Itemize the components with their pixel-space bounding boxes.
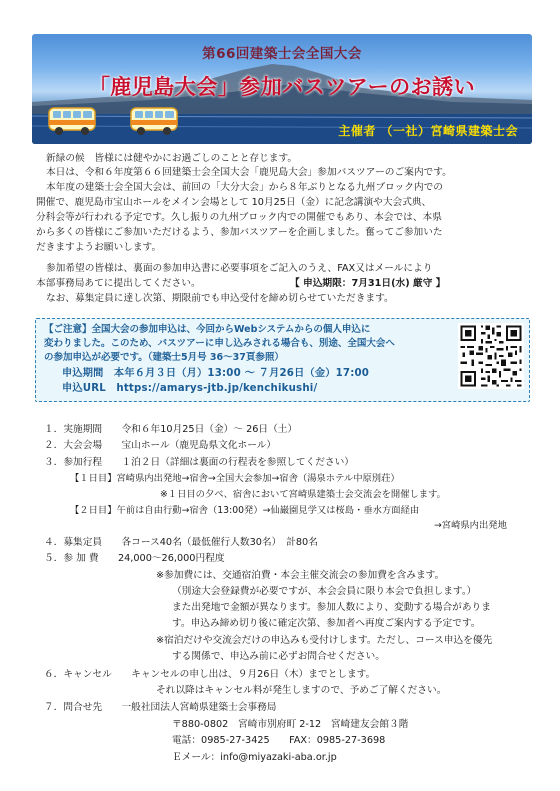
body-line: だきますようお願いします。: [36, 242, 162, 253]
fee-note: す。申込み締め切り後に確定次第、参加者へ再度ご案内する予定です。: [172, 618, 481, 629]
body-line: なお、募集定員に達し次第、期限前でも申込受付を締め切らせていただきます。: [46, 293, 394, 304]
body-line: 本部事務局あてに提出してください。: [36, 278, 201, 289]
contact-email[interactable]: Ｅメール：info@miyazaki-aba.or.jp: [172, 752, 337, 763]
detail-item-cancel: ６．キャンセル キャンセルの申し出は、９月26日（木）までとします。: [44, 669, 376, 680]
page-title: 「鹿児島大会」参加バスツアーのお誘い: [88, 75, 476, 99]
bus-icon: [48, 106, 96, 136]
body-line: 本日は、令和６年度第６６回建築士会全国大会「鹿児島大会」参加バスツアーのご案内です。: [46, 167, 452, 178]
itinerary-day2-end: →宮崎県内出発地: [434, 520, 507, 531]
detail-item-fee: ５．参 加 費 24,000～26,000円程度: [44, 553, 225, 564]
notice-line: 【ご注意】全国大会の参加申込は、今回からWebシステムからの個人申込に: [44, 324, 371, 335]
detail-item-venue: ２．大会会場 宝山ホール（鹿児島県文化ホール）: [44, 440, 277, 451]
detail-item-capacity: ４．募集定員 各コース40名（最低催行人数30名） 計80名: [44, 537, 318, 548]
detail-item-itinerary: ３．参加行程 １泊２日（詳細は裏面の行程表を参照してください）: [44, 457, 354, 468]
notice-line: の参加申込が必要です。（建築士5月号 36～37頁参照）: [44, 352, 284, 363]
body-line: から多くの皆様にご参加いただけるよう、参加バスツアーを企画しました。奮ってご参加いた: [36, 227, 443, 238]
contact-address: 〒880-0802 宮崎市別府町 2-12 宮崎建友会館３階: [172, 719, 409, 730]
application-url[interactable]: 申込URL https://amarys-jtb.jp/kenchikushi/: [62, 383, 318, 394]
fee-note: ※参加費には、交通宿泊費・本会主催交流会の参加費を含みます。: [156, 570, 445, 581]
notice-box: [35, 318, 530, 402]
itinerary-day1: 【１日目】宮崎県内出発地→宿舎→全国大会参加→宿舎（湯泉ホテル中原別荘）: [70, 473, 400, 484]
application-period: 申込期間 本年６月３日（月）13:00 ～ ７月26日（金）17:00: [62, 368, 370, 379]
body-line: 分科会等が行われる予定です。久し振りの九州ブロック内での開催でもあり、本会では、本県: [36, 212, 442, 223]
itinerary-day1-note: ※１日目の夕べ、宿舎において宮崎県建築士会交流会を開催します。: [160, 489, 446, 500]
fee-note: （別途大会登録費が必要ですが、本会会員に限り本会で負担します。）: [172, 586, 477, 597]
notice-line: 変わりました。このため、バスツアーに申し込みされる場合も、別途、全国大会へ: [44, 338, 395, 349]
contact-phone-fax: 電話：0985-27-3425 FAX：0985-27-3698: [172, 735, 386, 746]
detail-item-dates: １．実施期間 令和６年10月25日（金）～ 26日（土）: [44, 424, 298, 435]
body-line: 参加希望の皆様は、裏面の参加申込書に必要事項をご記入のうえ、FAX又はメールにより: [46, 263, 433, 274]
organizer-label: 主催者 （一社）宮崎県建築士会: [338, 124, 518, 138]
itinerary-day2: 【２日目】午前は自由行動→宿舎（13:00発）→仙巌園見学又は桜島・垂水方面経由: [70, 505, 420, 516]
qr-code-icon: [458, 323, 524, 389]
fee-note: また出発地で金額が異なります。参加人数により、変動する場合がありま: [172, 602, 491, 613]
cancel-note: それ以降はキャンセル料が発生しますので、予めご了解ください。: [156, 685, 447, 696]
greeting-line: 新緑の候 皆様には健やかにお過ごしのことと存じます。: [46, 153, 298, 164]
header-banner: [32, 34, 532, 144]
body-line: 開催で、鹿児島市宝山ホールをメイン会場として 10月25日（金）に記念講演や大会式典、: [36, 197, 432, 208]
bus-icon: [130, 106, 178, 136]
deadline-label: 【 申込期限：7月31日(水) 厳守 】: [290, 278, 446, 289]
detail-item-contact: ７．問合せ先 一般社団法人宮崎県建築士会事務局: [44, 702, 277, 713]
fee-note: ※宿泊だけや交流会だけの申込みも受付けします。ただし、コース申込を優先: [156, 635, 493, 646]
fee-note: する関係で、申込み前に必ずお問合せください。: [172, 651, 385, 662]
body-line: 本年度の建築士会全国大会は、前回の「大分大会」から８年ぶりとなる九州ブロック内での: [46, 182, 443, 193]
event-subtitle: 第66回建築士会全国大会: [202, 46, 362, 62]
